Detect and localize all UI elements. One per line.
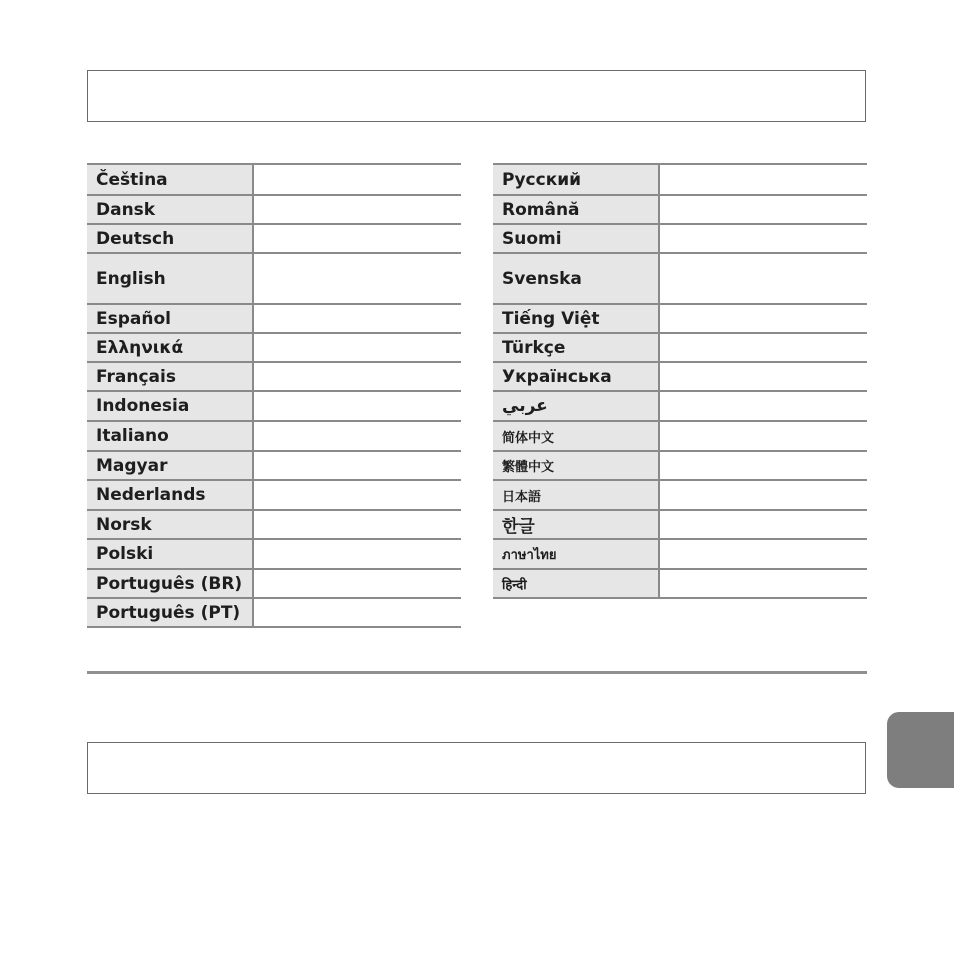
language-label: Čeština	[87, 164, 253, 195]
value-cell	[253, 569, 461, 598]
table-row	[87, 362, 461, 391]
language-label: Indonesia	[87, 391, 253, 421]
language-label: English	[87, 253, 253, 304]
language-label: Português (PT)	[87, 598, 253, 627]
value-cell	[253, 164, 461, 195]
section-index-tab	[887, 712, 954, 788]
language-label: Español	[87, 304, 253, 333]
table-row	[87, 253, 461, 304]
value-cell	[253, 253, 461, 304]
language-label: Italiano	[87, 421, 253, 451]
table-row	[493, 391, 867, 421]
value-cell	[253, 421, 461, 451]
language-label: عربي	[493, 391, 659, 421]
value-cell	[659, 421, 867, 451]
language-label: हिन्दी	[493, 569, 659, 598]
language-label: Suomi	[493, 224, 659, 253]
language-label: Українська	[493, 362, 659, 391]
table-row	[87, 451, 461, 480]
language-label: Polski	[87, 539, 253, 569]
language-label: Français	[87, 362, 253, 391]
value-cell	[253, 224, 461, 253]
table-row	[87, 333, 461, 362]
table-row	[493, 539, 867, 569]
value-cell	[253, 362, 461, 391]
language-label: Dansk	[87, 195, 253, 224]
table-row	[87, 510, 461, 539]
table-row	[493, 451, 867, 480]
language-label: Русский	[493, 164, 659, 195]
table-row	[493, 421, 867, 451]
table-row	[493, 253, 867, 304]
value-cell	[659, 333, 867, 362]
value-cell	[659, 164, 867, 195]
language-label: Română	[493, 195, 659, 224]
value-cell	[659, 253, 867, 304]
value-cell	[659, 304, 867, 333]
table-row	[493, 333, 867, 362]
value-cell	[253, 451, 461, 480]
table-row	[87, 480, 461, 510]
table-row	[87, 569, 461, 598]
table-row	[87, 304, 461, 333]
language-label: 한글	[493, 510, 659, 539]
language-label: Norsk	[87, 510, 253, 539]
bottom-frame-box	[87, 742, 866, 794]
table-row	[493, 164, 867, 195]
table-row	[493, 362, 867, 391]
language-label: 日本語	[493, 480, 659, 510]
language-label: Svenska	[493, 253, 659, 304]
table-row	[87, 391, 461, 421]
language-label: Magyar	[87, 451, 253, 480]
value-cell	[253, 539, 461, 569]
value-cell	[253, 510, 461, 539]
top-frame-box	[87, 70, 866, 122]
table-row	[87, 164, 461, 195]
value-cell	[253, 195, 461, 224]
value-cell	[253, 480, 461, 510]
language-label: Português (BR)	[87, 569, 253, 598]
value-cell	[659, 451, 867, 480]
table-row	[493, 480, 867, 510]
table-row	[87, 539, 461, 569]
value-cell	[659, 195, 867, 224]
table-row	[493, 195, 867, 224]
section-divider	[87, 671, 867, 674]
value-cell	[659, 224, 867, 253]
value-cell	[659, 362, 867, 391]
value-cell	[253, 333, 461, 362]
language-label: 繁體中文	[493, 451, 659, 480]
table-row	[87, 195, 461, 224]
value-cell	[253, 391, 461, 421]
table-row	[493, 304, 867, 333]
value-cell	[253, 304, 461, 333]
table-row	[87, 421, 461, 451]
language-label: Deutsch	[87, 224, 253, 253]
value-cell	[659, 539, 867, 569]
value-cell	[659, 569, 867, 598]
value-cell	[659, 391, 867, 421]
table-row	[87, 598, 461, 627]
table-row	[493, 569, 867, 598]
value-cell	[659, 480, 867, 510]
value-cell	[253, 598, 461, 627]
value-cell	[659, 510, 867, 539]
table-row	[493, 224, 867, 253]
language-label: Türkçe	[493, 333, 659, 362]
language-label: Nederlands	[87, 480, 253, 510]
language-table-left	[87, 163, 461, 628]
language-label: Ελληνικά	[87, 333, 253, 362]
language-label: ภาษาไทย	[493, 539, 659, 569]
language-table-right	[493, 163, 867, 599]
language-label: Tiếng Việt	[493, 304, 659, 333]
table-row	[87, 224, 461, 253]
language-label: 简体中文	[493, 421, 659, 451]
table-row	[493, 510, 867, 539]
